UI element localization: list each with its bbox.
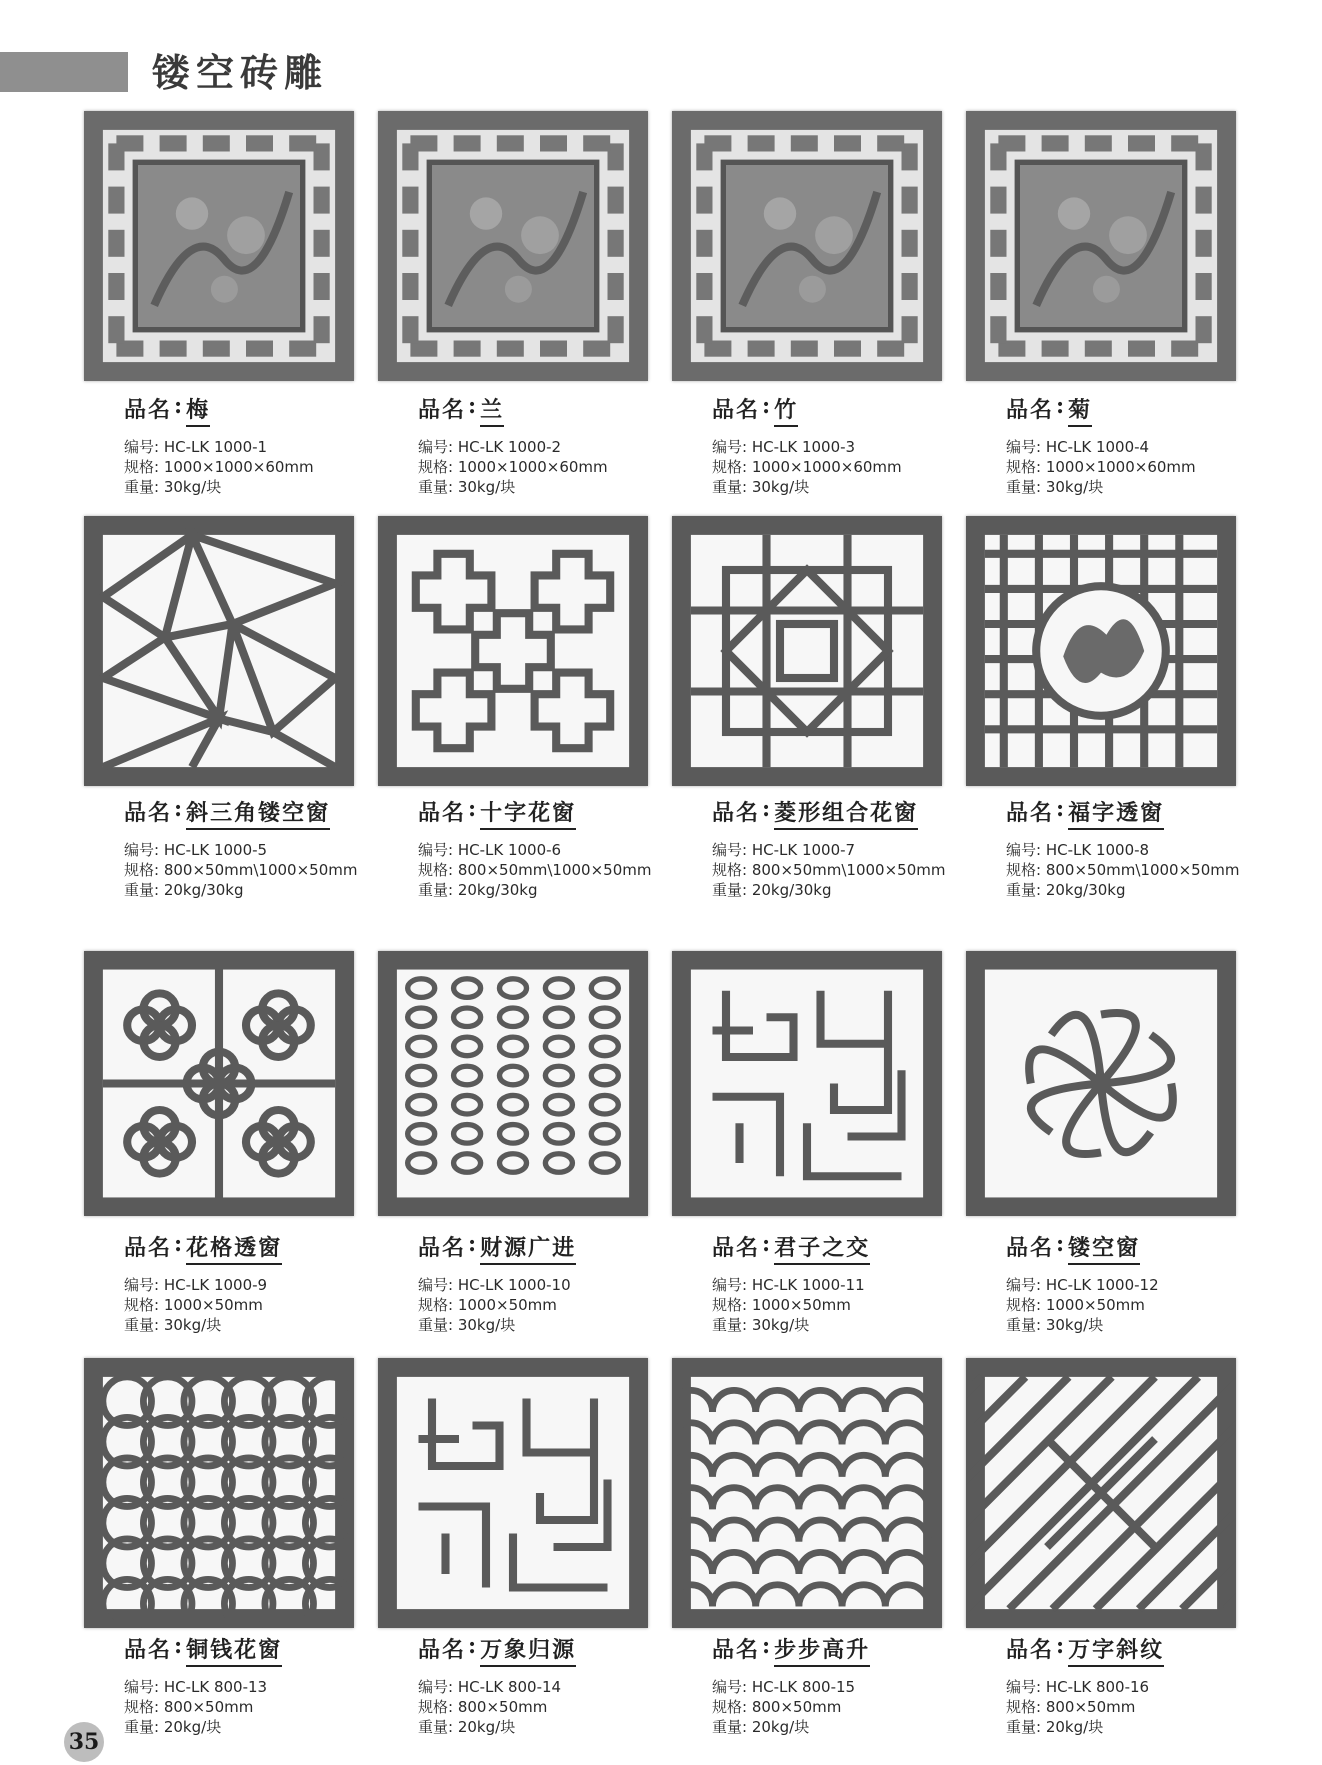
- product-caption: [418, 796, 698, 900]
- code-label: 编号: [418, 1276, 449, 1294]
- code-label: 编号: [712, 841, 743, 859]
- code-value: HC-LK 1000-1: [163, 438, 268, 456]
- product-image: [84, 951, 354, 1216]
- code-label: 编号: [418, 841, 449, 859]
- name-colon: :: [1056, 796, 1067, 822]
- product-image: [672, 951, 942, 1216]
- weight-label: 重量: [1006, 881, 1037, 899]
- name-value: 菱形组合花窗: [774, 796, 918, 830]
- product-code: 编号: HC-LK 1000-12: [1006, 1276, 1159, 1294]
- spec-value: 1000×1000×60mm: [1045, 458, 1196, 476]
- product-code: 编号: HC-LK 800-15: [712, 1678, 856, 1696]
- spec-label: 规格: [712, 1296, 743, 1314]
- name-label: 品名: [1006, 1637, 1055, 1663]
- spec-label: 规格: [1006, 861, 1037, 879]
- name-label: 品名: [712, 397, 761, 423]
- weight-value: 30kg/块: [457, 1316, 516, 1334]
- name-value: 菊: [1068, 393, 1092, 427]
- spec-value: 1000×1000×60mm: [163, 458, 314, 476]
- product-spec: 规格: 1000×50mm: [712, 1296, 851, 1314]
- product-code: 编号: HC-LK 1000-10: [418, 1276, 571, 1294]
- name-colon: :: [174, 1231, 185, 1257]
- name-label: 品名: [124, 397, 173, 423]
- product-code: 编号: HC-LK 1000-9: [124, 1276, 268, 1294]
- weight-label: 重量: [1006, 478, 1037, 496]
- product-spec: 规格: 800×50mm: [712, 1698, 842, 1716]
- product-weight: 重量: 20kg/30kg: [418, 881, 538, 899]
- product-weight: 重量: 20kg/30kg: [1006, 881, 1126, 899]
- code-label: 编号: [1006, 841, 1037, 859]
- spec-label: 规格: [124, 1296, 155, 1314]
- weight-label: 重量: [418, 478, 449, 496]
- product-caption: [1006, 393, 1286, 497]
- page-number: 35: [64, 1722, 104, 1762]
- weight-label: 重量: [124, 1718, 155, 1736]
- name-colon: :: [174, 796, 185, 822]
- product-code: 编号: HC-LK 800-14: [418, 1678, 562, 1696]
- code-value: HC-LK 1000-7: [751, 841, 856, 859]
- product-spec: 规格: 1000×1000×60mm: [418, 458, 608, 476]
- name-label: 品名: [1006, 397, 1055, 423]
- spec-value: 1000×50mm: [457, 1296, 557, 1314]
- product-image: [84, 111, 354, 381]
- code-label: 编号: [418, 438, 449, 456]
- weight-label: 重量: [124, 881, 155, 899]
- name-label: 品名: [124, 1235, 173, 1261]
- weight-value: 20kg/块: [457, 1718, 516, 1736]
- weight-value: 20kg/30kg: [163, 881, 244, 899]
- product-spec: 规格: 1000×50mm: [418, 1296, 557, 1314]
- product-weight: 重量: 20kg/块: [1006, 1718, 1104, 1736]
- product-spec: 规格: 1000×1000×60mm: [124, 458, 314, 476]
- product-weight: 重量: 30kg/块: [418, 1316, 516, 1334]
- product-image: [378, 111, 648, 381]
- product-spec: 规格: 800×50mm\1000×50mm: [418, 861, 652, 879]
- weight-label: 重量: [124, 1316, 155, 1334]
- product-caption: [712, 393, 992, 497]
- header-accent-bar: [0, 52, 128, 92]
- spec-label: 规格: [712, 1698, 743, 1716]
- spec-label: 规格: [124, 458, 155, 476]
- code-value: HC-LK 1000-6: [457, 841, 562, 859]
- product-image: [84, 1358, 354, 1628]
- product-name: [418, 1231, 698, 1265]
- name-value: 兰: [480, 393, 504, 427]
- product-name: [418, 1633, 698, 1667]
- name-value: 竹: [774, 393, 798, 427]
- code-label: 编号: [1006, 438, 1037, 456]
- weight-label: 重量: [418, 881, 449, 899]
- name-colon: :: [762, 1633, 773, 1659]
- page-title: 镂空砖雕: [152, 50, 329, 95]
- product-image: [966, 111, 1236, 381]
- name-label: 品名: [712, 1235, 761, 1261]
- product-weight: 重量: 30kg/块: [124, 478, 222, 496]
- product-spec: 规格: 800×50mm\1000×50mm: [124, 861, 358, 879]
- weight-value: 20kg/30kg: [457, 881, 538, 899]
- product-caption: [124, 1231, 404, 1335]
- product-code: 编号: HC-LK 800-16: [1006, 1678, 1150, 1696]
- product-caption: [712, 1231, 992, 1335]
- name-colon: :: [174, 1633, 185, 1659]
- weight-label: 重量: [712, 1718, 743, 1736]
- name-value: 斜三角镂空窗: [186, 796, 330, 830]
- name-label: 品名: [418, 1637, 467, 1663]
- product-spec: 规格: 1000×50mm: [124, 1296, 263, 1314]
- product-code: 编号: HC-LK 1000-8: [1006, 841, 1150, 859]
- product-code: 编号: HC-LK 800-13: [124, 1678, 268, 1696]
- code-value: HC-LK 1000-9: [163, 1276, 268, 1294]
- name-value: 花格透窗: [186, 1231, 282, 1265]
- name-value: 步步高升: [774, 1633, 870, 1667]
- code-label: 编号: [124, 438, 155, 456]
- name-colon: :: [468, 393, 479, 419]
- spec-label: 规格: [418, 1698, 449, 1716]
- name-value: 万字斜纹: [1068, 1633, 1164, 1667]
- product-image: [84, 516, 354, 786]
- product-name: [418, 796, 698, 830]
- name-colon: :: [1056, 393, 1067, 419]
- spec-value: 1000×50mm: [163, 1296, 263, 1314]
- name-colon: :: [468, 1231, 479, 1257]
- weight-label: 重量: [712, 1316, 743, 1334]
- product-weight: 重量: 30kg/块: [418, 478, 516, 496]
- product-name: [124, 1231, 404, 1265]
- weight-label: 重量: [712, 881, 743, 899]
- weight-label: 重量: [124, 478, 155, 496]
- weight-value: 20kg/块: [1045, 1718, 1104, 1736]
- spec-label: 规格: [124, 1698, 155, 1716]
- product-image: [378, 516, 648, 786]
- code-label: 编号: [712, 438, 743, 456]
- product-caption: [418, 1231, 698, 1335]
- weight-value: 20kg/30kg: [1045, 881, 1126, 899]
- product-caption: [418, 1633, 698, 1737]
- name-label: 品名: [418, 1235, 467, 1261]
- product-weight: 重量: 20kg/块: [712, 1718, 810, 1736]
- product-weight: 重量: 20kg/块: [418, 1718, 516, 1736]
- product-name: [712, 393, 992, 427]
- weight-value: 30kg/块: [751, 1316, 810, 1334]
- product-name: [124, 1633, 404, 1667]
- product-name: [1006, 1231, 1286, 1265]
- code-label: 编号: [1006, 1276, 1037, 1294]
- weight-value: 30kg/块: [457, 478, 516, 496]
- spec-value: 800×50mm\1000×50mm: [751, 861, 946, 879]
- weight-value: 30kg/块: [1045, 478, 1104, 496]
- product-spec: 规格: 1000×1000×60mm: [712, 458, 902, 476]
- weight-label: 重量: [712, 478, 743, 496]
- product-name: [712, 1231, 992, 1265]
- code-label: 编号: [712, 1276, 743, 1294]
- code-label: 编号: [124, 841, 155, 859]
- name-value: 十字花窗: [480, 796, 576, 830]
- name-colon: :: [1056, 1231, 1067, 1257]
- spec-value: 1000×50mm: [1045, 1296, 1145, 1314]
- name-value: 君子之交: [774, 1231, 870, 1265]
- product-name: [1006, 393, 1286, 427]
- code-value: HC-LK 800-16: [1045, 1678, 1150, 1696]
- product-spec: 规格: 800×50mm\1000×50mm: [1006, 861, 1240, 879]
- product-code: 编号: HC-LK 1000-7: [712, 841, 856, 859]
- product-code: 编号: HC-LK 1000-5: [124, 841, 268, 859]
- name-label: 品名: [1006, 800, 1055, 826]
- product-name: [712, 796, 992, 830]
- spec-value: 800×50mm\1000×50mm: [457, 861, 652, 879]
- weight-label: 重量: [1006, 1718, 1037, 1736]
- product-caption: [124, 796, 404, 900]
- name-label: 品名: [712, 800, 761, 826]
- spec-value: 800×50mm\1000×50mm: [1045, 861, 1240, 879]
- code-label: 编号: [124, 1678, 155, 1696]
- product-image: [672, 1358, 942, 1628]
- product-spec: 规格: 800×50mm: [124, 1698, 254, 1716]
- product-name: [712, 1633, 992, 1667]
- weight-value: 30kg/块: [163, 1316, 222, 1334]
- product-code: 编号: HC-LK 1000-11: [712, 1276, 865, 1294]
- product-code: 编号: HC-LK 1000-6: [418, 841, 562, 859]
- product-caption: [712, 796, 992, 900]
- name-value: 福字透窗: [1068, 796, 1164, 830]
- code-label: 编号: [124, 1276, 155, 1294]
- weight-label: 重量: [1006, 1316, 1037, 1334]
- weight-label: 重量: [418, 1718, 449, 1736]
- product-image: [378, 1358, 648, 1628]
- product-caption: [124, 393, 404, 497]
- spec-value: 800×50mm\1000×50mm: [163, 861, 358, 879]
- spec-label: 规格: [418, 458, 449, 476]
- code-value: HC-LK 800-14: [457, 1678, 562, 1696]
- product-caption: [1006, 1633, 1286, 1737]
- spec-label: 规格: [1006, 1698, 1037, 1716]
- name-label: 品名: [418, 397, 467, 423]
- spec-value: 1000×1000×60mm: [457, 458, 608, 476]
- product-spec: 规格: 1000×1000×60mm: [1006, 458, 1196, 476]
- code-value: HC-LK 800-13: [163, 1678, 268, 1696]
- name-colon: :: [762, 393, 773, 419]
- product-weight: 重量: 30kg/块: [712, 478, 810, 496]
- weight-value: 30kg/块: [163, 478, 222, 496]
- product-weight: 重量: 20kg/块: [124, 1718, 222, 1736]
- name-colon: :: [762, 1231, 773, 1257]
- product-weight: 重量: 30kg/块: [124, 1316, 222, 1334]
- name-label: 品名: [712, 1637, 761, 1663]
- name-value: 梅: [186, 393, 210, 427]
- spec-label: 规格: [418, 1296, 449, 1314]
- product-name: [1006, 796, 1286, 830]
- name-label: 品名: [124, 1637, 173, 1663]
- product-caption: [418, 393, 698, 497]
- product-caption: [1006, 1231, 1286, 1335]
- product-image: [966, 951, 1236, 1216]
- code-label: 编号: [418, 1678, 449, 1696]
- weight-value: 20kg/30kg: [751, 881, 832, 899]
- spec-label: 规格: [712, 458, 743, 476]
- product-caption: [712, 1633, 992, 1737]
- code-value: HC-LK 800-15: [751, 1678, 856, 1696]
- name-value: 万象归源: [480, 1633, 576, 1667]
- spec-label: 规格: [1006, 1296, 1037, 1314]
- code-label: 编号: [1006, 1678, 1037, 1696]
- product-image: [672, 516, 942, 786]
- spec-value: 800×50mm: [1045, 1698, 1136, 1716]
- product-weight: 重量: 20kg/30kg: [712, 881, 832, 899]
- spec-value: 1000×50mm: [751, 1296, 851, 1314]
- product-name: [1006, 1633, 1286, 1667]
- spec-value: 1000×1000×60mm: [751, 458, 902, 476]
- name-colon: :: [468, 1633, 479, 1659]
- name-label: 品名: [124, 800, 173, 826]
- name-colon: :: [174, 393, 185, 419]
- spec-label: 规格: [712, 861, 743, 879]
- name-colon: :: [468, 796, 479, 822]
- product-image: [672, 111, 942, 381]
- product-weight: 重量: 30kg/块: [712, 1316, 810, 1334]
- product-spec: 规格: 1000×50mm: [1006, 1296, 1145, 1314]
- product-code: 编号: HC-LK 1000-3: [712, 438, 856, 456]
- name-label: 品名: [418, 800, 467, 826]
- code-value: HC-LK 1000-2: [457, 438, 562, 456]
- product-name: [418, 393, 698, 427]
- weight-value: 20kg/块: [751, 1718, 810, 1736]
- code-value: HC-LK 1000-10: [457, 1276, 571, 1294]
- spec-value: 800×50mm: [163, 1698, 254, 1716]
- spec-value: 800×50mm: [457, 1698, 548, 1716]
- product-image: [966, 1358, 1236, 1628]
- product-weight: 重量: 30kg/块: [1006, 478, 1104, 496]
- product-name: [124, 393, 404, 427]
- product-spec: 规格: 800×50mm\1000×50mm: [712, 861, 946, 879]
- spec-label: 规格: [418, 861, 449, 879]
- product-name: [124, 796, 404, 830]
- code-label: 编号: [712, 1678, 743, 1696]
- spec-value: 800×50mm: [751, 1698, 842, 1716]
- product-code: 编号: HC-LK 1000-4: [1006, 438, 1150, 456]
- name-value: 财源广进: [480, 1231, 576, 1265]
- product-weight: 重量: 20kg/30kg: [124, 881, 244, 899]
- product-code: 编号: HC-LK 1000-1: [124, 438, 268, 456]
- product-spec: 规格: 800×50mm: [1006, 1698, 1136, 1716]
- product-image: [378, 951, 648, 1216]
- code-value: HC-LK 1000-5: [163, 841, 268, 859]
- product-weight: 重量: 30kg/块: [1006, 1316, 1104, 1334]
- spec-label: 规格: [124, 861, 155, 879]
- code-value: HC-LK 1000-11: [751, 1276, 865, 1294]
- product-code: 编号: HC-LK 1000-2: [418, 438, 562, 456]
- code-value: HC-LK 1000-8: [1045, 841, 1150, 859]
- code-value: HC-LK 1000-3: [751, 438, 856, 456]
- name-colon: :: [762, 796, 773, 822]
- product-caption: [1006, 796, 1286, 900]
- product-image: [966, 516, 1236, 786]
- weight-value: 20kg/块: [163, 1718, 222, 1736]
- weight-label: 重量: [418, 1316, 449, 1334]
- name-colon: :: [1056, 1633, 1067, 1659]
- spec-label: 规格: [1006, 458, 1037, 476]
- weight-value: 30kg/块: [751, 478, 810, 496]
- weight-value: 30kg/块: [1045, 1316, 1104, 1334]
- product-caption: [124, 1633, 404, 1737]
- name-label: 品名: [1006, 1235, 1055, 1261]
- product-spec: 规格: 800×50mm: [418, 1698, 548, 1716]
- code-value: HC-LK 1000-4: [1045, 438, 1150, 456]
- name-value: 铜钱花窗: [186, 1633, 282, 1667]
- name-value: 镂空窗: [1068, 1231, 1140, 1265]
- code-value: HC-LK 1000-12: [1045, 1276, 1159, 1294]
